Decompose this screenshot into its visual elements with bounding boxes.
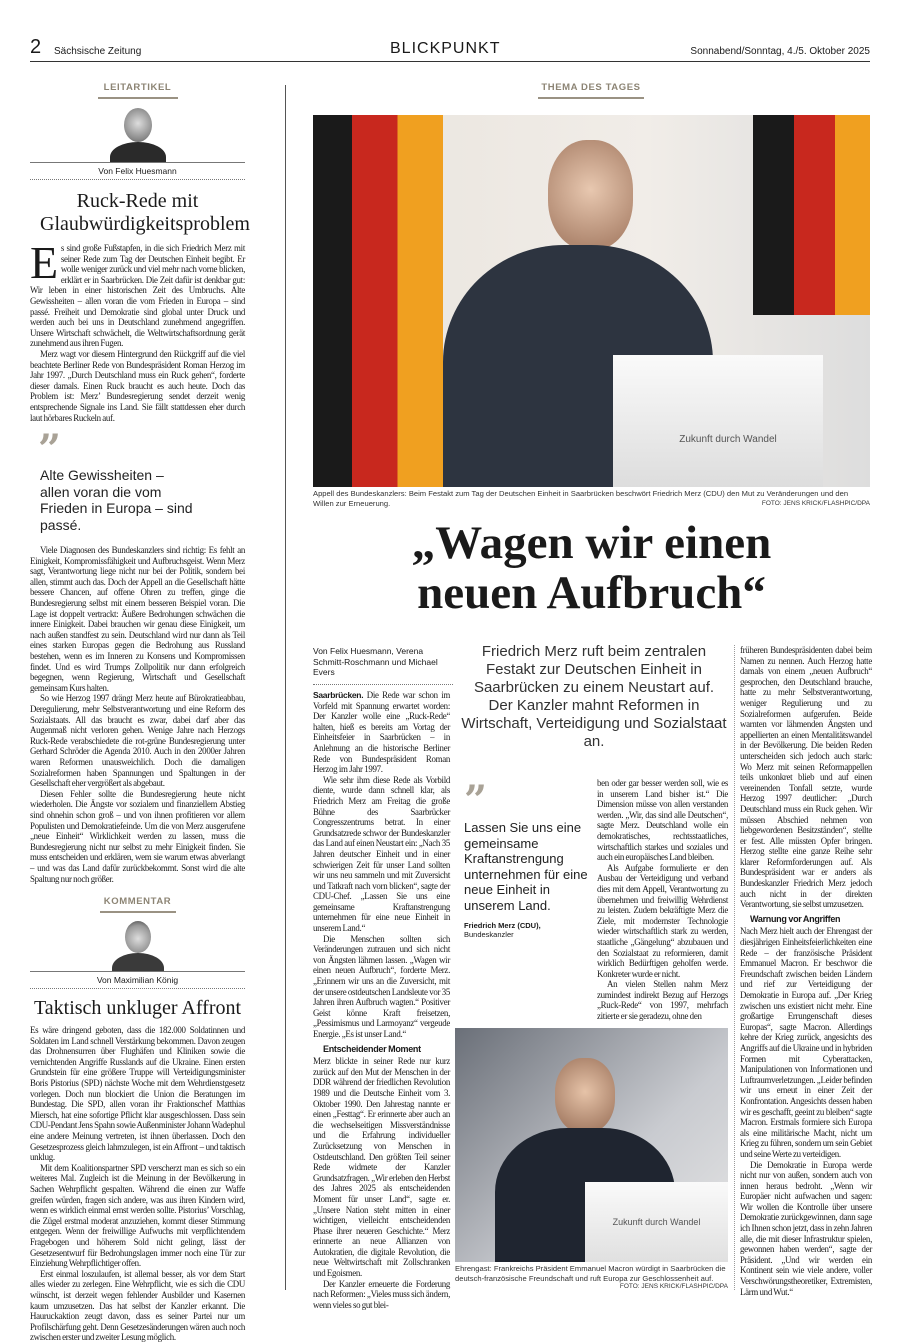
page-header (30, 36, 870, 62)
article-column-1 (313, 690, 450, 1310)
quote-author: Friedrich Merz (CDU), (464, 921, 541, 930)
headline-line: neuen Aufbruch“ (417, 567, 766, 619)
article-body (30, 237, 245, 423)
paragraph: Erst einmal loszulaufen, ist allemal besser, als vor dem Start alles wieder zu zerlegen. Eine Wehrpflicht, wie es sich die CDU wünscht, ist derzeit wegen fehlender Ausbilder und Kasernen kaum umzusetzen. Das hat selbst der Kanzler erkannt. Die Hauruckaktion zeugt davon, dass es seiner Partei nur um Profilschärfung geht. Denn Gesetzesänderungen wären auch noch zwischen erster und zweiter Lesung möglich. (30, 1268, 245, 1343)
subheading: Warnung vor Angriffen (750, 913, 841, 924)
author-photo (108, 106, 168, 162)
photo-credit: FOTO: JENS KRICK/FLASHPIC/DPA (619, 1283, 728, 1290)
paragraph: Die Demokratie in Europa werde nicht nur von außen, sondern auch von innen heraus bedroht. „Wenn wir Europäer nicht aufwachen und sagen: Wir wollen die Kontrolle über unsere Demokratie zurückgewinnen, dann sage ich Ihnen schon jetzt, dass in zehn Jahren alle, die mit dieser Infrastruktur spielen, gewonnen haben werden“, sagte der Präsident. „Und wir werden ein Kontinent sein wie viele andere, voller Verschwörungstheoretiker, Extremisten, Lärm und Wut.“ (740, 1159, 872, 1297)
article-column-3 (740, 645, 872, 1297)
section-label: KOMMENTAR (100, 896, 176, 913)
pull-quote: Lassen Sie uns eine gemeinsame Kraftanstrengung unternehmen für eine neue Einheit in unserem Land. (464, 820, 588, 913)
subheading: Entscheidender Moment (323, 1043, 421, 1054)
kommentar (30, 896, 245, 1343)
author-photo (108, 919, 168, 971)
drop-cap: E (30, 237, 58, 288)
paragraph: Der Kanzler erneuerte die Forderung nach Reformen: „Vieles muss sich ändern, wenn vieles so gut blei- (313, 1278, 450, 1310)
article-authors: Von Felix Huesmann, Verena Schmitt-Roschmann und Michael Evers (313, 646, 453, 685)
paragraph: früheren Bundespräsidenten dabei beim Namen zu nennen. Auch Herzog hatte damals von einem „neuen Aufbruch“ gesprochen, den Deutschland brauche, hatte zu mehr Selbstverantwortung, weniger Regulierung und zu Sozialreformen aufgerufen. Beide warnten vor lähmenden Ängsten und appellierten an einen Mentalitätswandel in der Bevölkerung. Die beiden Reden unterscheiden sich jedoch auch stark: Wo Merz mit seinen Reformappellen teils unkonkret blieb und auf einen vereinenden Tonfall setzte, wurde Herzog 1997 deutlicher: „Durch Deutschland muss ein Ruck gehen. Wir müssen Abschied nehmen von liebgewordenen Besitzständen“, stellte er fest. Alle müssten Opfer bringen. Herzog stellte eine ganze Reihe sehr klarer Reformforderungen auf. Als Bundespräsident war er anders als Bundeskanzler Friedrich Merz jedoch auch nicht in der direkten Verantwortung, sie selbst umzusetzen. (740, 645, 872, 910)
paragraph: Als Aufgabe formulierte er den Ausbau der Verteidigung und verband dies mit dem Appell, Verantwortung zu übernehmen und freiwillig Wehrdienst zu leisten. Zudem bekräftigte Merz die Ziele, mit modernster Technologie wieder wirtschaftlich stark zu werden, staatliche „Gängelung“ abzubauen und den Sozialstaat zu reformieren, damit wirklich Bedürftigen geholfen werde. Konkreter wurde er nicht. (597, 862, 728, 979)
middle-stack (455, 778, 728, 1290)
paragraph: Merz blickte in seiner Rede nur kurz zurück auf den Mut der Menschen in der DDR während der friedlichen Revolution 1989 und die Deutsche Einheit vom 3. Oktober 1990. Den Jahrestag nannte er einen „Festtag“. Er erinnerte aber auch an die wechselseitigen Missverständnisse und die Erfahrung individueller Zurücksetzung von Menschen in Ostdeutschland. Den größten Teil seiner Rede widmete der Kanzler Grundsatzfragen. „Wir erleben den Herbst des Jahres 2025 als entscheidenden Moment für unser Land“, sagte er. „Unsere Nation steht mitten in einer wichtigen, vielleicht entscheidenden Phase ihrer neueren Geschichte.“ Merz erinnerte an neue Allianzen von Autokratien, die digitale Revolution, die neue Weltwirtschaft mit Zollschranken und Egoismen. (313, 1056, 450, 1279)
lectern-logo: Zukunft durch Wandel (679, 434, 777, 445)
paragraph: Viele Diagnosen des Bundeskanzlers sind richtig: Es fehlt an Einigkeit, Kompromissfähigkeit und Aufbruchsgeist. Wenn Merz sagt, Verantwortung liege nicht nur bei der Politik, sondern bei allen, stimmt auch das. Doch der Appell an die Gesellschaft hätte bessere Chancen, auf offene Ohren zu treffen, ginge die Bundesregierung selbst mit einem besseren Beispiel voran. Die Lage ist doppelt vertrackt: Äußere Bedrohungen schwächen die innere Einigkeit. Dabei brauchen wir genau diese Einigkeit, um nach außen standfest zu sein. Deutschland wird nur dann als Teil eines starken Europas gegen die Bedrohung aus Russland bestehen, wenn es im Inneren zu Konsens und Kompromissen findet. Und es wird Trumps Zollpolitik nur dann erfolgreich begegnen, wenn Regierung, Wirtschaft und Gesellschaft gemeinsam Kurs halten. (30, 545, 245, 693)
main-photo (313, 115, 870, 487)
teaser: Friedrich Merz ruft beim zentralen Festakt zur Deutschen Einheit in Saarbrücken zu einem Neustart auf. Der Kanzler mahnt Reformen in Wirtschaft, Verteidigung und Sozialstaat an. (461, 643, 727, 750)
column-divider (734, 645, 735, 1290)
leitartikel (30, 82, 250, 884)
paragraph: Die Rede war schon im Vorfeld mit Spannung erwartet worden: Der Kanzler wolle eine „Ruck-Rede“ halten, hieß es bereits am Vortag der Einheitsfeier in Saarbrücken – in Anlehnung an die historische Berliner Rede von Bundespräsident Roman Herzog im Jahr 1997. (313, 690, 450, 775)
paragraph: Mit dem Koalitionspartner SPD verscherzt man es sich so ein weiteres Mal. Zugleich ist die Meinung in der Bevölkerung in Sachen Wehrpflicht gespalten. Während die einen zur Waffe greifen würden, fragen sich andere, was aus ihren Kindern wird, wenn es wirklich einmal ernst werden sollte. Pistorius’ Vorschlag, die Zügel erstmal moderat anzuziehen, kommt dieser Stimmung entgegen. Wenn der freiwillige Aufwuchs mit verpflichtendem Fragebogen und höherem Sold nicht gelingt, lässt der Gesetzesentwurf für Bedrohungslagen immer noch eine Tür zur Einziehung Wehrpflichtiger offen. (30, 1162, 245, 1269)
quote-mark-icon: ” (464, 777, 488, 824)
section-label: LEITARTIKEL (98, 82, 178, 99)
headline: Ruck-Rede mit Glaubwürdigkeitsproblem (40, 190, 250, 235)
headline: Taktisch unkluger Affront (33, 997, 242, 1020)
dateline: Saarbrücken. (313, 690, 364, 700)
article-column-2 (597, 778, 728, 1022)
paragraph: s sind große Fußstapfen, in die sich Friedrich Merz mit seiner Rede zum Tag der Deutschen Einheit begibt. Er wolle weniger zurück und viel mehr nach vorne blicken, erklärt er in Saarbrücken. Die Zeit dafür ist denkbar gut: Wir leben in einer historischen Zeit des Umbruchs. Alte Gewissheiten – allen voran die vom Frieden in Europa – sind passé. Freiheit und Demokratie sind global unter Druck und werden auch bei uns in Deutschland zunehmend angegriffen. Unsere Wirtschaft schwächelt, die Weltwirtschaftsordnung gerät zunehmend aus ihren Fugen. (30, 243, 245, 349)
paragraph: Merz wagt vor diesem Hintergrund den Rückgriff auf die viel beachtete Berliner Rede von Bundespräsident Roman Herzog im Jahr 1997. „Durch Deutschland muss ein Ruck gehen“, forderte dieser damals. Einen Ruck braucht es auch heute. Doch das Problem ist: Merz’ Bundesregierung sendet derzeit wenig entsprechende Signale ins Land. Sie fällt stattdessen eher durch laut hörbares Ruckeln auf. (30, 348, 245, 423)
newspaper-name: Sächsische Zeitung (54, 46, 142, 57)
quote-role: Bundeskanzler (464, 930, 514, 939)
section-label: THEMA DES TAGES (538, 82, 644, 99)
quote-mark-icon: ” (38, 426, 62, 474)
paragraph: Wie sehr ihm diese Rede als Vorbild diente, wurde dann schnell klar, als Friedrich Merz am Freitag die große Bühne des Saarbrücker Congresszentrums betrat. In einer Grundsatzrede schwor der Bundeskanzler das Land auf einen Neustart ein: „Nach 35 Jahren deutscher Einheit und in einer schwierigen Zeit für unser Land sollten wir uns neu sammeln und mit Zuversicht und Tatkraft nach vorn blicken“, sagte der CDU-Chef. „Lassen Sie uns eine gemeinsame Kraftanstrengung unternehmen für eine neue Einheit in unserem Land.“ (313, 774, 450, 934)
author-byline: Von Maximilian König (30, 971, 245, 989)
paragraph: ben oder gar besser werden soll, wie es in unserem Land bisher ist.“ Die Dimension müsse von allen verstanden werden. „Wir, das sind alle Deutschen“, sagte Merz. Deutschland wolle ein demokratisches, rechtsstaatliches, wirtschaftlich starkes und soziales und auch ein europäisches Land bleiben. (597, 778, 728, 863)
paragraph: Die Menschen sollten sich Veränderungen zutrauen und sich nicht von Ängsten lähmen lassen. „Wagen wir einen neuen Aufbruch“, forderte Merz. „Erinnern wir uns an die Zuversicht, mit der unsere ostdeutschen Landsleute vor 35 Jahren ihren Aufbruch wagten.“ Positiver Geist könne Kraft freisetzen, „Pessimismus und Larmoyanz“ vergeude Energie. „Es ist unser Land.“ (313, 933, 450, 1039)
paragraph: An vielen Stellen nahm Merz zumindest indirekt Bezug auf Herzogs „Ruck-Rede“ von 1997, mehrfach zitierte er sie geradezu, ohne den (597, 979, 728, 1022)
photo-caption: Appell des Bundeskanzlers: Beim Festakt zum Tag der Deutschen Einheit in Saarbrücken beschwört Friedrich Merz (CDU) den Mut zu Veränderungen und den Willen zur Erneuerung. (313, 489, 849, 508)
pull-quote: Alte Gewissheiten – allen voran die vom Frieden in Europa – sind passé. (40, 467, 193, 533)
paragraph: Es wäre dringend geboten, dass die 182.000 Soldatinnen und Soldaten im Land schnell Verstärkung bekommen. Davon zeugen das Drohnensurren über Flughäfen und Kliniken sowie die vernichtenden Angriffe Russlands auf die Ukraine. Einen ersten Grundstein für eine größere Truppe will Verteidigungsminister Boris Pistorius (SPD) nächste Woche mit dem Wehrdienstgesetz vorlegen. Doch nun blockiert die Union die Beratungen im Bundestag. Die SPD, allen voran ihr Fraktionschef Matthias Miersch, hat eine sofortige Pflicht klar ausgeschlossen. Dass sein CDU-Pendant Jens Spahn sowie Außenminister Johann Wadephul eine andere Meinung vertreten, ist ihnen überlassen. Doch den Gesetzesprozess gleich lahmzulegen, ist ein Affront – und taktisch unklug. (30, 1025, 245, 1163)
column-divider (285, 85, 286, 1290)
article-body (30, 545, 245, 884)
page-number: 2 (30, 36, 42, 58)
photo-caption: Ehrengast: Frankreichs Präsident Emmanuel Macron würdigt in Saarbrücken die deutsch-französische Freundschaft und ruft Europa zur Geschlossenheit auf. (455, 1264, 726, 1283)
paragraph: Diesen Fehler sollte die Bundesregierung heute nicht wiederholen. Die Ängste vor sozialem und finanziellem Abstieg sind ohnehin schon groß – und von ihnen profitieren vor allem Populisten und Demokratiefeinde. Um die von Merz ausgerufene „neue Einheit“ Wirklichkeit werden zu lassen, muss die Bundesregierung nicht nur selbst zu mehr Einigkeit finden. Sie muss entscheiden und erklären, wem sie warum etwas abverlangt – und was das Land dafür zurückbekommt. Sonst wird die alte Spaltung nur noch größer. (30, 788, 245, 884)
main-headline (313, 518, 870, 618)
section-title: BLICKPUNKT (390, 40, 501, 57)
article-body (30, 1025, 245, 1343)
headline-line: „Wagen wir einen (411, 517, 772, 569)
lectern-logo: Zukunft durch Wandel (612, 1217, 701, 1227)
paragraph: So wie Herzog 1997 drängt Merz heute auf Bürokratieabbau, Deregulierung, mehr Selbstverantwortung und eine Reform des Sozialstaats. All das braucht es zwar, dabei darf aber das Augenmaß nicht verloren gehen. Wenige Jahre nach Herzogs Ruck-Rede verabschiedete die rot-grüne Bundesregierung unter Gerhard Schröder die Agenda 2010. Auch in den 2000er Jahren waren Reformen unausweichlich. Doch die damaligen Sozialreformen haben Spannungen und Spaltungen in der Gesellschaft eher vergrößert als abgebaut. (30, 693, 245, 789)
author-byline: Von Felix Huesmann (30, 162, 245, 180)
paragraph: Nach Merz hielt auch der Ehrengast der diesjährigen Einheitsfeierlichkeiten eine Rede – der französische Präsident Emmanuel Macron. Er beschwor die Freundschaft zwischen beiden Ländern und rief zur Verteidigung der Demokratie in Europa auf. „Der Krieg zwischen uns existiert nicht mehr. Eine großartige Errungenschaft dieses Europas“, sagte Macron. Allerdings kehre der Krieg zurück, angesichts des Angriffs auf die Ukraine und in hybriden Formen mit Cyberattacken, Manipulationen von Informationen und Luftraumverletzungen. „Leider befinden wir uns erneut in einer Zeit der Konfrontation. Angesichts dessen haben wir es geschafft, geeint zu bleiben“ sagte Macron. Erstmals formiere sich Europa als eine militärische Macht, nicht um Krieg zu führen, sondern um sein Gebiet und seine Werte zu verteidigen. (740, 926, 872, 1159)
left-column (30, 82, 250, 1343)
issue-date: Sonnabend/Sonntag, 4./5. Oktober 2025 (690, 46, 870, 57)
photo-credit: FOTO: JENS KRICK/FLASHPIC/DPA (761, 500, 870, 507)
macron-photo (455, 1028, 728, 1262)
